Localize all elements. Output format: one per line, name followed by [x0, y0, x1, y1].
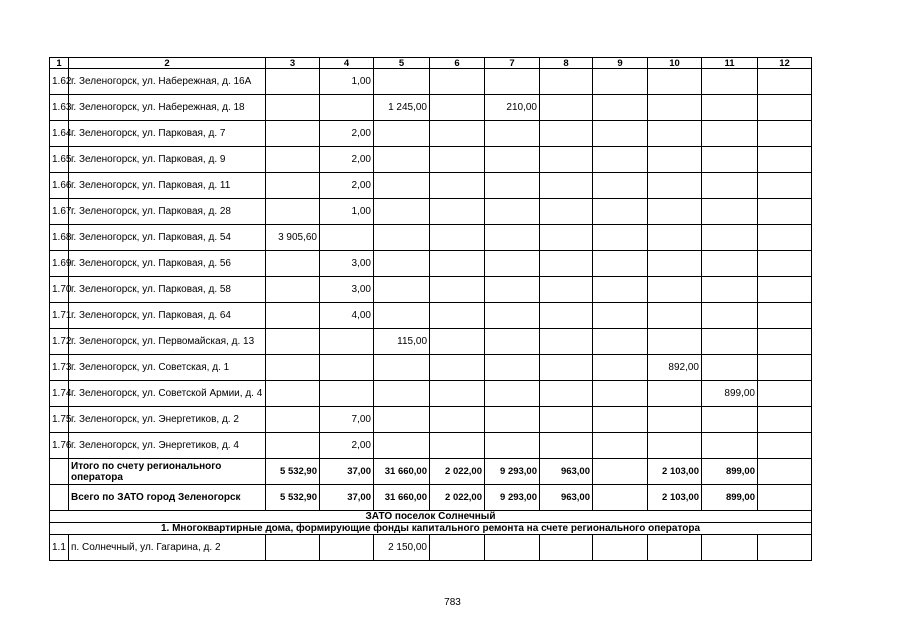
row-value	[702, 199, 758, 225]
row-value	[374, 251, 430, 277]
row-number: 1.65	[50, 147, 69, 173]
row-value	[758, 251, 812, 277]
row-value	[266, 535, 320, 561]
row-address: г. Зеленогорск, ул. Парковая, д. 56	[69, 251, 266, 277]
column-header: 5	[374, 58, 430, 69]
row-value	[593, 535, 648, 561]
table-row	[50, 433, 812, 459]
row-value: 210,00	[485, 95, 540, 121]
column-header: 1	[50, 58, 69, 69]
row-value	[593, 355, 648, 381]
column-header: 10	[648, 58, 702, 69]
row-value	[758, 225, 812, 251]
row-value	[648, 121, 702, 147]
row-number: 1.73	[50, 355, 69, 381]
column-header: 8	[540, 58, 593, 69]
row-value	[430, 69, 485, 95]
row-value	[430, 277, 485, 303]
row-value	[430, 407, 485, 433]
row-value	[648, 173, 702, 199]
table-row	[50, 225, 812, 251]
row-value	[702, 407, 758, 433]
row-value	[430, 251, 485, 277]
row-value	[648, 147, 702, 173]
row-number: 1.64	[50, 121, 69, 147]
row-value	[758, 303, 812, 329]
row-value: 892,00	[648, 355, 702, 381]
row-value	[540, 121, 593, 147]
row-address: г. Зеленогорск, ул. Энергетиков, д. 2	[69, 407, 266, 433]
row-value	[266, 407, 320, 433]
table-row	[50, 535, 812, 561]
row-value	[758, 199, 812, 225]
column-header: 7	[485, 58, 540, 69]
row-value	[430, 147, 485, 173]
table-row	[50, 303, 812, 329]
row-value	[758, 95, 812, 121]
table-row	[50, 121, 812, 147]
row-value	[540, 95, 593, 121]
row-number: 1.69	[50, 251, 69, 277]
row-value	[702, 433, 758, 459]
row-value	[758, 433, 812, 459]
row-value	[540, 69, 593, 95]
row-address: г. Зеленогорск, ул. Набережная, д. 16А	[69, 69, 266, 95]
row-value	[593, 329, 648, 355]
row-value	[266, 251, 320, 277]
row-number: 1.74	[50, 381, 69, 407]
row-value	[374, 199, 430, 225]
row-value: 2,00	[320, 147, 374, 173]
row-value	[485, 147, 540, 173]
row-number: 1.75	[50, 407, 69, 433]
row-value	[540, 355, 593, 381]
row-address: г. Зеленогорск, ул. Парковая, д. 54	[69, 225, 266, 251]
row-value: 115,00	[374, 329, 430, 355]
row-value	[702, 147, 758, 173]
row-value	[485, 303, 540, 329]
row-number: 1.71	[50, 303, 69, 329]
row-value	[593, 251, 648, 277]
row-value	[430, 433, 485, 459]
row-value	[648, 277, 702, 303]
total-value: 37,00	[320, 459, 374, 485]
row-value: 3,00	[320, 251, 374, 277]
row-value	[648, 329, 702, 355]
row-value	[702, 303, 758, 329]
row-value	[266, 277, 320, 303]
row-value	[430, 225, 485, 251]
row-value	[648, 225, 702, 251]
row-number: 1.63	[50, 95, 69, 121]
total-value: 2 022,00	[430, 459, 485, 485]
row-value: 3 905,60	[266, 225, 320, 251]
row-value: 2,00	[320, 433, 374, 459]
row-value	[320, 355, 374, 381]
row-value	[758, 277, 812, 303]
table-row	[50, 173, 812, 199]
row-value	[266, 121, 320, 147]
row-value: 1 245,00	[374, 95, 430, 121]
row-value	[374, 225, 430, 251]
row-value	[374, 381, 430, 407]
row-value	[320, 381, 374, 407]
total-number	[50, 459, 69, 485]
total-value: 2 103,00	[648, 485, 702, 511]
data-table	[49, 57, 812, 561]
row-value	[430, 381, 485, 407]
table-row	[50, 147, 812, 173]
total-value: 2 103,00	[648, 459, 702, 485]
row-value	[648, 199, 702, 225]
row-value: 899,00	[702, 381, 758, 407]
row-value	[266, 329, 320, 355]
row-value	[430, 535, 485, 561]
row-value	[266, 95, 320, 121]
column-header: 11	[702, 58, 758, 69]
row-value	[593, 277, 648, 303]
row-value	[648, 535, 702, 561]
row-address: г. Зеленогорск, ул. Парковая, д. 58	[69, 277, 266, 303]
row-value	[593, 69, 648, 95]
row-value	[648, 95, 702, 121]
row-value	[430, 95, 485, 121]
column-header: 6	[430, 58, 485, 69]
row-value	[758, 329, 812, 355]
subsection-row	[50, 523, 812, 535]
row-address: г. Зеленогорск, ул. Советская, д. 1	[69, 355, 266, 381]
row-value	[266, 147, 320, 173]
table-row	[50, 95, 812, 121]
row-value	[593, 173, 648, 199]
row-value: 2,00	[320, 121, 374, 147]
row-value	[758, 147, 812, 173]
total-row	[50, 459, 812, 485]
row-value	[485, 173, 540, 199]
row-value	[485, 199, 540, 225]
row-address: г. Зеленогорск, ул. Энергетиков, д. 4	[69, 433, 266, 459]
row-value	[430, 355, 485, 381]
row-value	[540, 225, 593, 251]
row-address: г. Зеленогорск, ул. Парковая, д. 9	[69, 147, 266, 173]
row-number: 1.67	[50, 199, 69, 225]
row-value	[593, 303, 648, 329]
row-value: 4,00	[320, 303, 374, 329]
row-value	[266, 433, 320, 459]
table-row	[50, 277, 812, 303]
row-value	[758, 173, 812, 199]
row-value	[266, 381, 320, 407]
total-value	[758, 485, 812, 511]
total-value: 899,00	[702, 485, 758, 511]
total-label: Итого по счету регионального оператора	[69, 459, 266, 485]
row-value	[648, 381, 702, 407]
column-header: 3	[266, 58, 320, 69]
row-value	[320, 95, 374, 121]
row-value	[540, 381, 593, 407]
row-value	[266, 173, 320, 199]
total-value: 963,00	[540, 485, 593, 511]
row-value	[758, 355, 812, 381]
section-title: ЗАТО поселок Солнечный	[50, 511, 812, 523]
row-value	[485, 407, 540, 433]
row-value	[540, 147, 593, 173]
row-number: 1.68	[50, 225, 69, 251]
row-address: г. Зеленогорск, ул. Набережная, д. 18	[69, 95, 266, 121]
row-address: г. Зеленогорск, ул. Парковая, д. 64	[69, 303, 266, 329]
row-value: 3,00	[320, 277, 374, 303]
row-value	[540, 303, 593, 329]
header-row	[50, 58, 812, 69]
row-value	[758, 121, 812, 147]
row-value	[374, 147, 430, 173]
total-value: 9 293,00	[485, 485, 540, 511]
row-value	[485, 535, 540, 561]
column-header: 4	[320, 58, 374, 69]
row-value	[702, 173, 758, 199]
total-row	[50, 485, 812, 511]
table-row	[50, 329, 812, 355]
row-value	[540, 433, 593, 459]
row-value	[430, 121, 485, 147]
row-value	[593, 381, 648, 407]
row-value	[702, 329, 758, 355]
page-number: 783	[444, 597, 461, 608]
total-value: 31 660,00	[374, 485, 430, 511]
row-address: г. Зеленогорск, ул. Парковая, д. 11	[69, 173, 266, 199]
row-value	[374, 173, 430, 199]
row-address: п. Солнечный, ул. Гагарина, д. 2	[69, 535, 266, 561]
table-row	[50, 355, 812, 381]
row-value	[702, 69, 758, 95]
row-value	[485, 329, 540, 355]
row-address: г. Зеленогорск, ул. Первомайская, д. 13	[69, 329, 266, 355]
row-value	[320, 225, 374, 251]
row-value	[702, 277, 758, 303]
row-value	[593, 95, 648, 121]
row-value	[485, 69, 540, 95]
total-value: 5 532,90	[266, 485, 320, 511]
row-value	[485, 355, 540, 381]
row-value: 2,00	[320, 173, 374, 199]
row-value	[374, 277, 430, 303]
row-value	[485, 277, 540, 303]
total-value	[593, 485, 648, 511]
row-number: 1.1	[50, 535, 69, 561]
row-value	[593, 407, 648, 433]
row-number: 1.72	[50, 329, 69, 355]
row-value	[540, 199, 593, 225]
row-value	[702, 225, 758, 251]
table-row	[50, 251, 812, 277]
subsection-title: 1. Многоквартирные дома, формирующие фонды капитального ремонта на счете регионального оператора	[50, 523, 812, 535]
row-value	[648, 251, 702, 277]
section-row	[50, 511, 812, 523]
row-value: 1,00	[320, 199, 374, 225]
table-row	[50, 69, 812, 95]
row-value	[758, 535, 812, 561]
row-value	[430, 199, 485, 225]
row-value	[266, 69, 320, 95]
row-address: г. Зеленогорск, ул. Советской Армии, д. 4	[69, 381, 266, 407]
row-value	[540, 173, 593, 199]
total-value: 37,00	[320, 485, 374, 511]
row-number: 1.62	[50, 69, 69, 95]
row-value	[702, 535, 758, 561]
total-value: 31 660,00	[374, 459, 430, 485]
row-value: 7,00	[320, 407, 374, 433]
row-value	[540, 251, 593, 277]
row-value	[374, 407, 430, 433]
row-value	[266, 199, 320, 225]
row-value	[648, 433, 702, 459]
column-header: 2	[69, 58, 266, 69]
row-number: 1.76	[50, 433, 69, 459]
row-value	[593, 121, 648, 147]
table-body	[50, 58, 812, 561]
total-value: 899,00	[702, 459, 758, 485]
row-value	[430, 329, 485, 355]
row-value	[374, 303, 430, 329]
row-value	[540, 329, 593, 355]
total-value: 5 532,90	[266, 459, 320, 485]
row-value	[430, 173, 485, 199]
row-value	[648, 407, 702, 433]
row-value	[540, 535, 593, 561]
table-row	[50, 199, 812, 225]
total-label: Всего по ЗАТО город Зеленогорск	[69, 485, 266, 511]
row-value	[320, 329, 374, 355]
total-value	[758, 459, 812, 485]
column-header: 12	[758, 58, 812, 69]
row-value	[374, 355, 430, 381]
row-value	[485, 433, 540, 459]
row-value	[758, 381, 812, 407]
total-value	[593, 459, 648, 485]
row-value	[266, 303, 320, 329]
total-number	[50, 485, 69, 511]
total-value: 2 022,00	[430, 485, 485, 511]
row-value	[540, 407, 593, 433]
row-value	[702, 121, 758, 147]
row-value	[485, 225, 540, 251]
column-header: 9	[593, 58, 648, 69]
row-number: 1.66	[50, 173, 69, 199]
total-value: 963,00	[540, 459, 593, 485]
row-value	[374, 433, 430, 459]
row-value	[593, 225, 648, 251]
table-row	[50, 381, 812, 407]
row-value	[702, 95, 758, 121]
row-value	[593, 147, 648, 173]
row-value	[758, 69, 812, 95]
row-value	[758, 407, 812, 433]
row-value	[320, 535, 374, 561]
row-value	[266, 355, 320, 381]
row-value: 2 150,00	[374, 535, 430, 561]
row-value	[485, 251, 540, 277]
row-value: 1,00	[320, 69, 374, 95]
row-value	[593, 199, 648, 225]
row-address: г. Зеленогорск, ул. Парковая, д. 28	[69, 199, 266, 225]
row-value	[648, 303, 702, 329]
row-value	[540, 277, 593, 303]
row-address: г. Зеленогорск, ул. Парковая, д. 7	[69, 121, 266, 147]
row-value	[374, 69, 430, 95]
row-value	[702, 355, 758, 381]
row-value	[430, 303, 485, 329]
total-value: 9 293,00	[485, 459, 540, 485]
row-value	[485, 121, 540, 147]
table-row	[50, 407, 812, 433]
row-value	[485, 381, 540, 407]
row-number: 1.70	[50, 277, 69, 303]
row-value	[702, 251, 758, 277]
row-value	[648, 69, 702, 95]
row-value	[593, 433, 648, 459]
row-value	[374, 121, 430, 147]
